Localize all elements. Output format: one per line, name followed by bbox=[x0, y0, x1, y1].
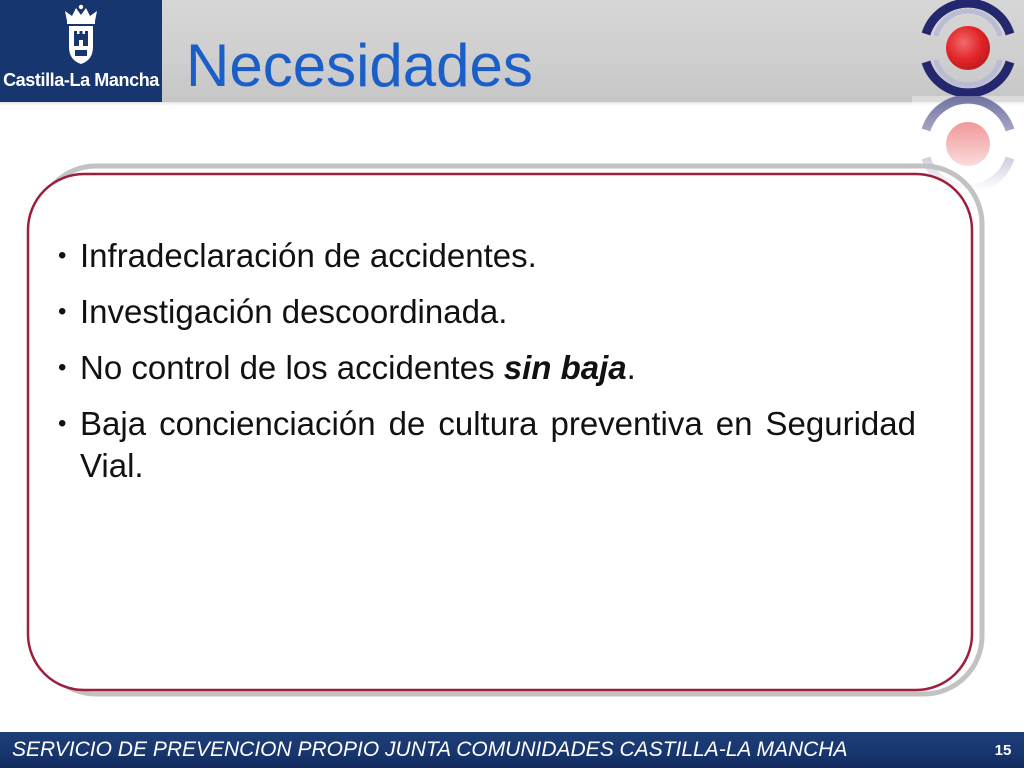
list-item bbox=[58, 235, 916, 277]
header-shadow bbox=[0, 102, 1024, 106]
coat-of-arms-icon bbox=[56, 4, 106, 66]
bullet-dot: • bbox=[58, 298, 67, 325]
list-item bbox=[58, 347, 916, 389]
bullet-text: Infradeclaración de accidentes. bbox=[80, 237, 537, 274]
bullet-text-start: No control de los accidentes bbox=[80, 349, 504, 386]
footer-text: SERVICIO DE PREVENCION PROPIO JUNTA COMUNIDADES CASTILLA-LA MANCHA bbox=[12, 738, 848, 761]
list-item bbox=[58, 291, 916, 333]
list-item bbox=[58, 403, 916, 487]
bullet-text-end: . bbox=[626, 349, 636, 386]
bullet-dot: • bbox=[58, 410, 67, 437]
bullet-text: Investigación descoordinada. bbox=[80, 293, 508, 330]
bullet-dot: • bbox=[58, 354, 67, 381]
bullet-text: Baja concienciación de cultura preventiva en Seguridad Vial. bbox=[80, 405, 916, 484]
bullet-list bbox=[58, 235, 916, 501]
slide-title: Necesidades bbox=[186, 32, 533, 99]
bullet-dot: • bbox=[58, 242, 67, 269]
page-number: 15 bbox=[994, 742, 1012, 759]
bullet-emphasis: sin baja bbox=[503, 349, 627, 386]
logo-text: Castilla-La Mancha bbox=[3, 70, 159, 90]
logo bbox=[0, 0, 162, 102]
